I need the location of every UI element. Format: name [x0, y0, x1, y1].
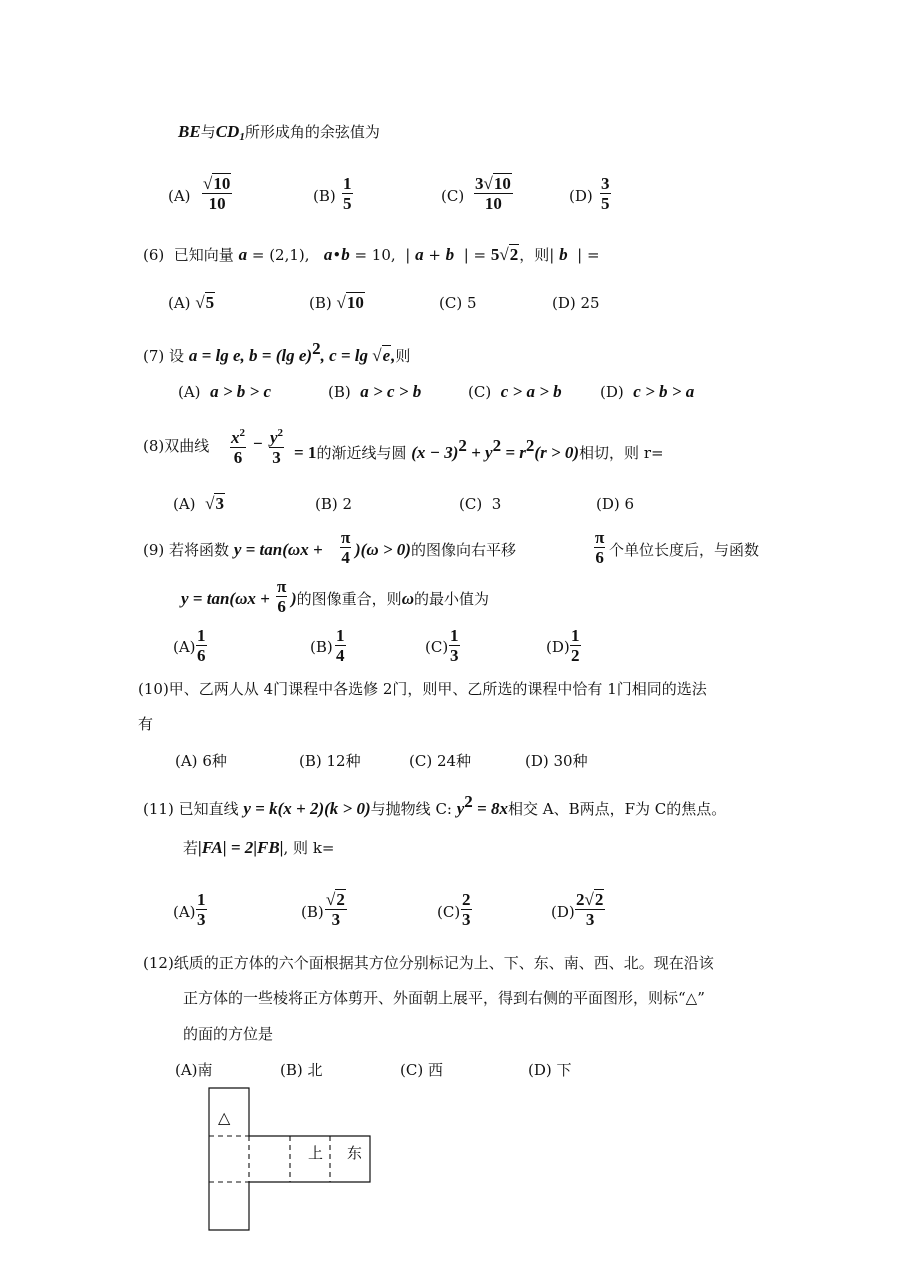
q8-frac1-den: 6 [233, 448, 243, 467]
q9-choice-d-value [570, 626, 581, 665]
q11-line1 [143, 792, 726, 819]
q9-mid [355, 540, 516, 560]
q5-choice-d-label: (D) [569, 187, 593, 205]
q8-mid: 的渐近线与圆 [316, 444, 407, 462]
q6-absb: b [559, 245, 568, 264]
q7-comma: , [391, 346, 396, 365]
q9-a-num: 1 [197, 626, 206, 645]
q6-five: 5 [490, 245, 500, 264]
q9-pre: 若将函数 [169, 541, 230, 559]
q8-frac2-den: 3 [272, 448, 281, 467]
q5-c-den: 10 [484, 194, 502, 213]
q9-f1a: y = tan(ωx + [233, 540, 323, 559]
q10-d-label: (D) [525, 752, 549, 770]
q5-stem-text: 所形成角的余弦值为 [244, 123, 380, 141]
q8-frac1-sup: 2 [239, 427, 245, 439]
q11-choice-a-value [196, 890, 207, 929]
q10-line1 [138, 679, 707, 699]
q7-choice-d [600, 382, 694, 402]
q6-abs-open: | [405, 246, 411, 264]
q11-if: 若 [183, 839, 199, 857]
q9-shift-den: 6 [595, 548, 604, 567]
net-triangle-label: △ [218, 1108, 231, 1127]
q11-choice-b-label: (B) [301, 903, 324, 921]
q9-line2a [181, 589, 270, 609]
q8-frac2-sup: 2 [277, 427, 284, 439]
q9-choice-c-value [449, 626, 460, 665]
q9-choice-d-label: (D) [546, 638, 570, 656]
q11-ask: k= [312, 839, 335, 857]
q6-d-label: (D) [552, 294, 576, 312]
q11-parab2: = 8x [472, 799, 508, 818]
q6-sum-a: a [415, 245, 424, 264]
q8-b-label: (B) [315, 495, 338, 513]
q7-choice-c [468, 382, 562, 402]
q10-choice-d [525, 751, 588, 771]
q12-c-value: 西 [427, 1061, 443, 1079]
q8-c-label: (C) [459, 495, 483, 513]
q5-choice-b-value [342, 174, 353, 213]
q7-post: 则 [395, 347, 411, 365]
q12-line3: 的面的方位是 [183, 1025, 274, 1043]
q7-c-label: (C) [468, 383, 492, 401]
q7-root-val: e [382, 346, 391, 365]
q6-b-sqrt: √10 [336, 293, 364, 312]
q6-b-value: 10 [346, 293, 364, 312]
q5-choice-c-label: (C) [441, 187, 465, 205]
q7-choice-a [178, 382, 271, 402]
q11-mid: 与抛物线 [370, 800, 431, 818]
q8-circle1: (x − 3) [411, 443, 459, 462]
q9-b-den: 4 [336, 646, 345, 665]
q7-number: (7) [143, 347, 165, 365]
q6-eq: = [468, 246, 491, 264]
q7-a-label: (A) [178, 383, 201, 401]
q9-d-den: 2 [571, 646, 580, 665]
q5-be: BE [178, 122, 201, 141]
q5-cd-sub: 1 [239, 131, 245, 143]
q10-b-value: 12种 [326, 752, 361, 770]
q8-circle-sup3: 2 [525, 436, 535, 455]
q11-cond1: |FA| = 2 [198, 838, 254, 857]
q10-line2: 有 [138, 715, 154, 733]
q8-circle3: = r [501, 443, 526, 462]
q9-f2a: y = tan(ωx + [181, 589, 270, 608]
q6-pre: 已知向量 [173, 246, 234, 264]
q8-d-value: 6 [624, 495, 635, 513]
q11-cond-post: , 则 [283, 839, 309, 857]
q8-b-value: 2 [342, 495, 353, 513]
q5-c-coef: 3 [475, 174, 484, 193]
q11-b-den: 3 [331, 910, 341, 929]
q9-line2b [291, 589, 489, 609]
q8-frac1-num: x [231, 428, 240, 447]
q8-minus: − [253, 434, 263, 453]
q8-rest [294, 436, 664, 463]
q6-dot: • [332, 246, 342, 264]
q8-a-label: (A) [173, 495, 196, 513]
q8-post: 相切，则 [579, 444, 640, 462]
q5-cd-text: CD [215, 122, 240, 141]
q6-choice-d [552, 293, 600, 313]
q8-d-label: (D) [596, 495, 620, 513]
q9-f1-pi: π [341, 528, 351, 547]
q12-line1 [143, 953, 714, 973]
q6-sum-b: b [445, 245, 455, 264]
q11-choice-a-label: (A) [173, 903, 196, 921]
q9-b-num: 1 [336, 626, 345, 645]
q9-f2-frac [276, 577, 287, 616]
q9-d-num: 1 [571, 626, 580, 645]
q9-f1b: )(ω > 0) [355, 540, 411, 559]
q5-a-num: 10 [213, 174, 231, 193]
q7-a-value: a > b > c [210, 382, 272, 401]
q6-root2: √2 [499, 245, 519, 264]
q7-b-label: (B) [328, 383, 351, 401]
q9-prefix [143, 540, 323, 560]
q8-a-value: 3 [215, 494, 224, 513]
q6-choice-c [439, 293, 477, 313]
q7-expr1: a = lg e, b = (lg e) [188, 346, 313, 365]
q6-c-value: 5 [466, 294, 477, 312]
q7-choice-b [328, 382, 421, 402]
q7-c-value: c > a > b [500, 382, 562, 401]
q6-eq2: = [582, 246, 600, 264]
q5-choice-a-value: $\frac{√10}{10}$ [203, 174, 231, 213]
q10-choice-a [175, 751, 227, 771]
q9-f2-pi: π [277, 577, 287, 596]
q12-a-label: (A) [175, 1061, 198, 1079]
q11-d-den: 3 [585, 910, 595, 929]
q10-d-value: 30种 [553, 752, 588, 770]
q6-a-val: = (2,1), [247, 246, 310, 264]
q11-number: (11) [143, 800, 174, 818]
q5-c-num: 10 [493, 174, 511, 193]
q10-c-label: (C) [409, 752, 433, 770]
q12-a-value: 南 [197, 1061, 213, 1079]
q8-c-value: 3 [491, 495, 502, 513]
q5-cd [216, 122, 245, 141]
q6-absb-close: | [577, 246, 583, 264]
q12-b-label: (B) [280, 1061, 303, 1079]
q12-c-label: (C) [400, 1061, 424, 1079]
q10-line1-text: 甲、乙两人从 4门课程中各选修 2门，则甲、乙所选的课程中恰有 1门相同的选法 [168, 680, 707, 698]
q12-choice-b [280, 1060, 323, 1080]
q8-pre: 双曲线 [164, 437, 210, 455]
q8-choice-b [315, 494, 352, 514]
q7-expr2: , c = lg [320, 346, 373, 365]
q5-choice-b-label: (B) [313, 187, 336, 205]
q9-a-den: 6 [197, 646, 206, 665]
q9-c-num: 1 [450, 626, 459, 645]
q9-post: 个单位长度后，与函数 [609, 541, 760, 559]
q11-choice-c-value [461, 890, 472, 929]
q5-d-den: 5 [601, 194, 610, 213]
q8-ask: r= [643, 444, 664, 462]
q8-circle-sup2: 2 [492, 436, 502, 455]
q6-b-label: (B) [309, 294, 332, 312]
q8-circle-sup1: 2 [458, 436, 467, 455]
q11-b-num: 2 [336, 890, 345, 909]
q11-line-expr: y = k(x + 2)(k > 0) [243, 799, 371, 818]
q7-d-value: c > b > a [633, 382, 695, 401]
q11-cond2: |FB| [253, 838, 284, 857]
q11-choice-c-label: (C) [437, 903, 461, 921]
q8-choice-c [459, 494, 501, 514]
q8-number: (8) [143, 437, 165, 455]
q6-dot-a: a [323, 245, 333, 264]
q5-b-num: 1 [343, 174, 352, 193]
q5-a-den: 10 [208, 194, 226, 213]
q12-d-value: 下 [556, 1061, 572, 1079]
q5-stem [178, 122, 380, 147]
q6-number: (6) [143, 246, 165, 264]
q8-choice-a [173, 494, 225, 514]
q11-pre: 已知直线 [178, 800, 239, 818]
q7-b-value: a > c > b [360, 382, 422, 401]
q8-frac2-num: y [270, 428, 278, 447]
q10-a-value: 6种 [202, 752, 227, 770]
q5-stem-mid: 与 [200, 123, 216, 141]
q6-a-label: (A) [168, 294, 191, 312]
q8-eq1: = 1 [294, 443, 317, 462]
q9-choice-a-label: (A) [173, 638, 196, 656]
q5-d-num: 3 [601, 174, 610, 193]
q8-choice-d [596, 494, 634, 514]
q11-choice-d-label: (D) [551, 903, 575, 921]
q5-choice-a-label: (A) [168, 187, 191, 205]
q6-stem [143, 245, 600, 265]
q12-d-label: (D) [528, 1061, 552, 1079]
q6-a: a [238, 245, 248, 264]
net-top-label: 上 [308, 1144, 324, 1162]
q6-dot-b: b [341, 245, 350, 264]
q9-f1-den: 4 [341, 548, 350, 567]
q6-c-label: (C) [439, 294, 463, 312]
q6-absb-open: | [549, 246, 555, 264]
q6-abs-close: | [463, 246, 469, 264]
q11-parab-sup: 2 [464, 792, 473, 811]
q8-circle2: + y [466, 443, 493, 462]
q10-c-value: 24种 [436, 752, 472, 770]
q12-choice-d [528, 1060, 572, 1080]
q9-f2b: ) [291, 589, 297, 608]
q12-choice-a [175, 1060, 213, 1080]
q10-choice-c [409, 751, 471, 771]
q11-parab1: y [456, 799, 465, 818]
net-east-label: 东 [347, 1144, 363, 1162]
q9-choice-b-value [335, 626, 346, 665]
q12-line1-text: 纸质的正方体的六个面根据其方位分别标记为上、下、东、南、西、北。现在沿该 [173, 954, 714, 972]
q9-f2-den: 6 [277, 597, 286, 616]
q11-post: 相交 A、B两点，F为 C的焦点。 [507, 800, 727, 818]
q8-frac1 [230, 424, 246, 467]
q11-c-num: 2 [462, 890, 471, 909]
q7-root: √e [372, 346, 391, 365]
q10-number: (10) [138, 680, 169, 698]
q12-b-value: 北 [307, 1061, 323, 1079]
q9-choice-c-label: (C) [425, 638, 449, 656]
q12-line2: 正方体的一些棱将正方体剪开、外面朝上展平，得到右侧的平面图形，则标“△” [183, 989, 705, 1007]
q11-line2 [183, 838, 334, 858]
q7-pre: 设 [169, 347, 185, 365]
q6-a-value: 5 [205, 293, 215, 312]
q12-number: (12) [143, 954, 174, 972]
q6-a-sqrt: √5 [195, 293, 215, 312]
q9-choice-a-value [196, 626, 207, 665]
q11-d-coef: 2 [576, 890, 585, 909]
q6-choice-b [309, 293, 365, 313]
q9-line2-post: 的图像重合，则 [296, 590, 402, 608]
q10-b-label: (B) [299, 752, 322, 770]
q11-choice-b-value: $\frac{√2}{3}$ [326, 890, 345, 929]
q9-c-den: 3 [450, 646, 459, 665]
q8-circle4: (r > 0) [534, 443, 580, 462]
q9-mid-text: 的图像向右平移 [410, 541, 516, 559]
q6-then: ，则 [519, 246, 550, 264]
q11-c-label: C: [435, 800, 452, 818]
q10-a-label: (A) [175, 752, 198, 770]
q9-choice-b-label: (B) [310, 638, 333, 656]
q9-line2-end: 的最小值为 [413, 590, 489, 608]
q11-choice-d-value: $\frac{2√2}{3}$ [576, 890, 604, 929]
q11-c-den: 3 [462, 910, 471, 929]
q7-stem [143, 339, 410, 366]
q9-shift-pi: π [595, 528, 605, 547]
q9-f1-frac [340, 528, 351, 567]
q7-d-label: (D) [600, 383, 624, 401]
q7-sup: 2 [312, 339, 321, 358]
q6-dot-val: = 10, [349, 246, 396, 264]
q5-b-den: 5 [343, 194, 352, 213]
q8-prefix [143, 436, 209, 456]
q11-a-den: 3 [197, 910, 206, 929]
q6-plus: + [423, 246, 446, 264]
q5-choice-d-value [600, 174, 611, 213]
q9-number: (9) [143, 541, 165, 559]
q12-choice-c [400, 1060, 443, 1080]
q8-a-sqrt: √3 [205, 494, 224, 513]
q6-root2-val: 2 [509, 245, 519, 264]
q9-shift-frac [594, 528, 605, 567]
q6-choice-a [168, 293, 215, 313]
q10-choice-b [299, 751, 361, 771]
q8-frac2 [269, 424, 284, 467]
q6-d-value: 25 [580, 294, 600, 312]
q11-a-num: 1 [197, 890, 206, 909]
q11-d-num: 2 [594, 890, 604, 909]
q5-choice-c-value: $\frac{3√10}{10}$ [475, 174, 511, 213]
q9-omega: ω [401, 589, 414, 608]
